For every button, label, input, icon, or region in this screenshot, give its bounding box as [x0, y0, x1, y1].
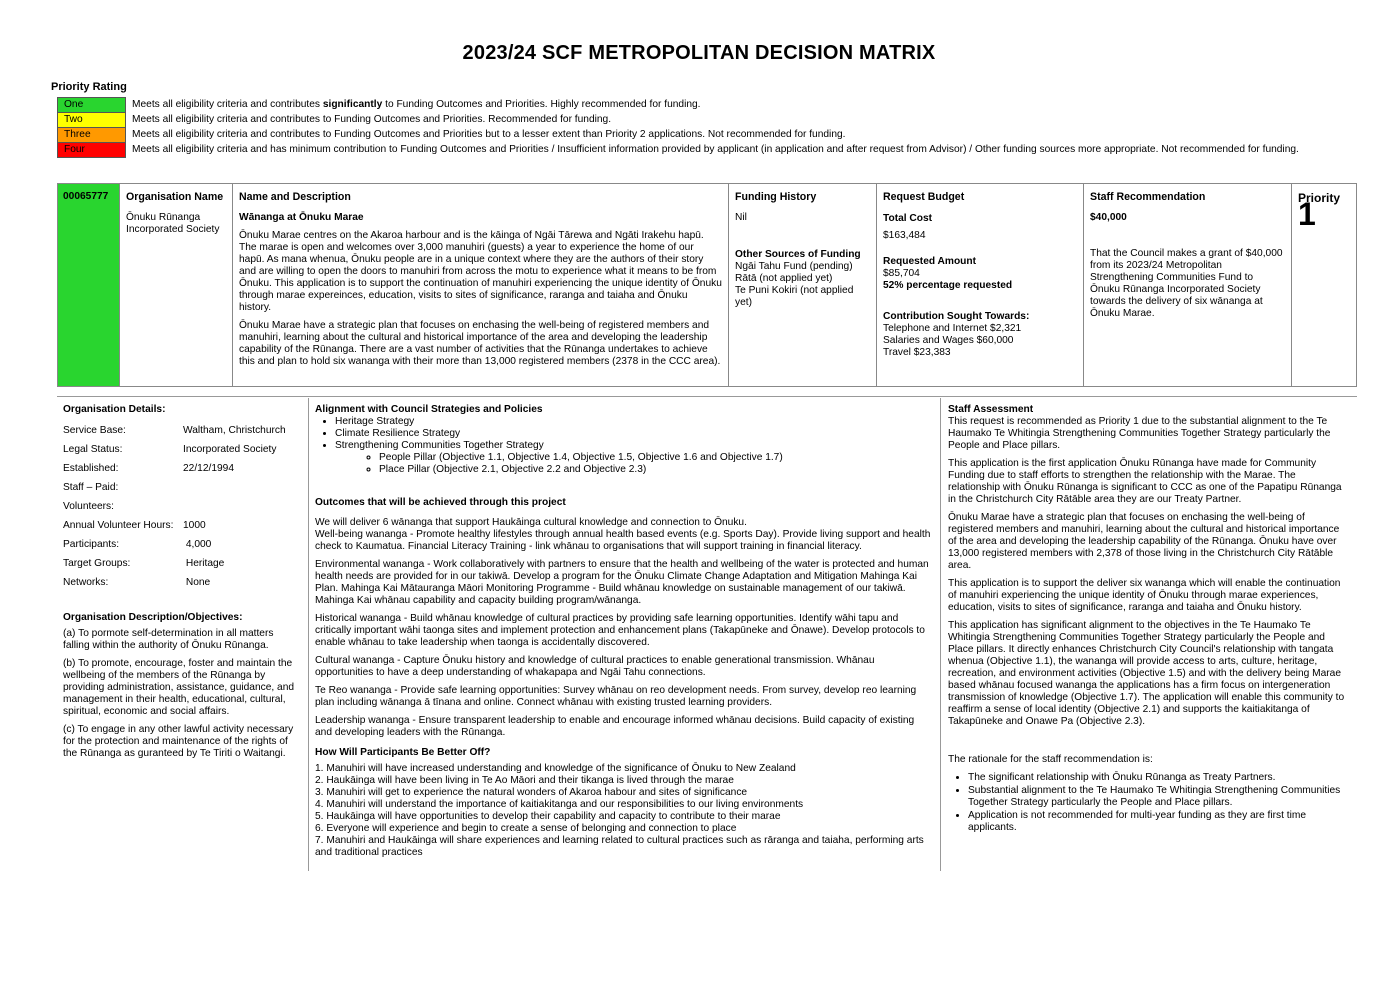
alignment-sub-item: ◦ People Pillar (Objective 1.1, Objective 1.4, Objective 1.5, Objective 1.6 and Objective 1.7) [379, 452, 933, 464]
organisation-details-panel [57, 398, 307, 772]
detail-key: Volunteers: [63, 501, 114, 512]
outcome-intro: We will deliver 6 wānanga that support Haukāinga cultural knowledge and connection to Ōnuku. [315, 517, 747, 528]
detail-key: Service Base: [63, 425, 126, 436]
detail-value [183, 501, 301, 520]
contribution-sought-label: Contribution Sought Towards: [883, 311, 1030, 322]
page-title: 2023/24 SCF METROPOLITAN DECISION MATRIX [462, 42, 936, 64]
outcomes-heading: Outcomes that will be achieved through this project [315, 497, 566, 508]
detail-key: Participants: [63, 539, 120, 550]
detail-row [63, 539, 301, 558]
alignment-panel [309, 398, 939, 865]
rationale-item: • Application is not recommended for multi-year funding as they are first time applicants. [968, 810, 1346, 834]
detail-key: Established: [63, 463, 119, 474]
priority-level-row [58, 113, 1357, 128]
better-off-item: 5. Haukāinga will have opportunities to develop their capability and capacity to contribute to their marae [315, 811, 781, 822]
other-source-item: Te Puni Kokiri (not applied yet) [735, 285, 854, 308]
outcome-item: Leadership wananga - Ensure transparent leadership to enable and encourage informed whānau decisions. Build capacity of existing and developing leaders with the Rūnanga. [315, 715, 915, 738]
application-record [57, 183, 1357, 387]
outcome-item: Environmental wananga - Work collaboratively with partners to ensure that the health and wellbeing of the water is protected and human health needs are provided for in our takiwā. Develop a program for the Ōnuku Climate Change Adaptation and Mitigation Mahinga Kai Plan. Mahinga Kai Mātauranga Māori Monitoring Programme - Build whānau knowledge on sustainable management of our takiwā. Mahinga Kai whānau capability and capacity building program/wānanga. [315, 559, 929, 606]
priority-level-label: Four [58, 143, 126, 158]
better-off-item: 3. Manuhiri will get to experience the natural wonders of Akaroa habour and sites of significance [315, 787, 748, 798]
description-text: to Funding Outcomes and Priorities. Highly recommended for funding. [382, 98, 701, 110]
total-cost-label: Total Cost [883, 213, 933, 224]
alignment-item: • Strengthening Communities Together Strategy [335, 440, 933, 452]
priority-level-description [126, 98, 1357, 113]
priority-cell [1292, 184, 1356, 386]
organisation-name: Ōnuku Rūnanga Incorporated Society [126, 212, 220, 235]
better-off-item: 1. Manuhiri will have increased understanding and knowledge of the significance of Ōnuku to New Zealand [315, 763, 796, 774]
outcome-item: Cultural wananga - Capture Ōnuku history and knowledge of cultural practices to enable generational transmission. Whānau opportunities to have a deep understanding of whakapapa and Ngāi Tahu connections. [315, 655, 875, 678]
detail-value [183, 482, 301, 501]
priority-header: Priority [1298, 191, 1341, 205]
funding-history-header: Funding History [735, 191, 817, 203]
contribution-item: Travel $23,383 [883, 347, 951, 358]
detail-key: Target Groups: [63, 558, 131, 569]
rationale-list [948, 772, 1346, 834]
project-name: Wānanga at Ōnuku Marae [239, 212, 364, 223]
detail-key: Annual Volunteer Hours: [63, 520, 174, 531]
alignment-heading: Alignment with Council Strategies and Policies [315, 404, 543, 415]
staff-assessment-heading: Staff Assessment [948, 404, 1034, 415]
priority-level-row [58, 143, 1357, 158]
detail-row [63, 463, 301, 482]
percentage-requested: 52% percentage requested [883, 280, 1013, 291]
contribution-item: Salaries and Wages $60,000 [883, 335, 1014, 346]
project-description-1: Ōnuku Marae centres on the Akaroa harbour and is the kāinga of Ngāi Tārewa and Ngāti Irakehu hapū. The marae is open and welcomes over 3,000 manuhiri (guests) a year to experience the home of our hapū. As mana whenua, Ōnuku people are in a unique context where they are the authors of their story and are willing to open the doors to manuhiri from across the motu to experience what it means to be from Ōnuku. This application is to support the continuation of manuhiri experiencing the unique identity of Ōnuku through marae expereinces, education, visits to sites of significance, raranga and taiaha and Ōnuku history. [239, 230, 722, 313]
other-sources-header: Other Sources of Funding [735, 249, 861, 260]
alignment-list [315, 416, 933, 452]
priority-value: 1 [1298, 196, 1316, 232]
objective-item: (c) To engage in any other lawful activity necessary for the protection and maintenance of the rights of the Rūnanga as guranteed by Te Tiriti o Waitangi. [63, 724, 294, 759]
request-budget-header: Request Budget [883, 191, 965, 203]
staff-recommendation-cell [1084, 184, 1292, 386]
alignment-sub-list [315, 452, 933, 476]
name-description-cell [233, 184, 729, 386]
assessment-paragraph: Ōnuku Marae have a strategic plan that focuses on enchasing the well-being of registered members and manuhiri, learning about the cultural and historical importance of the area and developing the leadership capability of the Rūnanga. Ōnuku have over 13,000 registered members with 2,378 of those living in the Christchurch City Rātāble area. [948, 512, 1340, 571]
staff-recommendation-header: Staff Recommendation [1090, 191, 1206, 203]
detail-value: 1000 [183, 520, 206, 531]
application-id: 00065777 [58, 184, 120, 386]
rationale-item: • Substantial alignment to the Te Haumako Te Whitingia Strengthening Communities Together Strategy particularly the People and Place pillars. [968, 785, 1346, 809]
better-off-item: 6. Everyone will experience and begin to create a sense of belonging and connection to place [315, 823, 737, 834]
detail-row [63, 425, 301, 444]
detail-value: Waltham, Christchurch [183, 425, 286, 436]
priority-level-label: Three [58, 128, 126, 143]
description-text: Meets all eligibility criteria and contributes to Funding Outcomes and Priorities. Recommended for funding. [132, 113, 612, 125]
priority-level-description [126, 128, 1357, 143]
priority-level-row [58, 128, 1357, 143]
better-off-item: 2. Haukāinga will have been living in Te Ao Māori and their tikanga is lived through the marae [315, 775, 734, 786]
priority-level-description [126, 113, 1357, 128]
contribution-item: Telephone and Internet $2,321 [883, 323, 1022, 334]
other-source-item: Rātā (not applied yet) [735, 273, 833, 284]
detail-row [63, 577, 301, 596]
detail-row [63, 501, 301, 520]
assessment-paragraph: This application is the first application Ōnuku Rūnanga have made for Community Funding due to staff efforts to strengthen the relationship with the Marae. The relationship with Ōnuku Rūnanga is significant to CCC as one of the Papatipu Rūnanga in the Christchurch City Rātāble area they are our Treaty Partner. [948, 458, 1342, 505]
rationale-item: • The significant relationship with Ōnuku Rūnanga as Treaty Partners. [968, 772, 1346, 784]
other-source-item: Ngāi Tahu Fund (pending) [735, 261, 853, 272]
detail-key: Legal Status: [63, 444, 123, 455]
priority-level-label: One [58, 98, 126, 113]
project-description-2: Ōnuku Marae have a strategic plan that focuses on enchasing the well-being of registered members and manuhiri, learning about the cultural and historical importance of the area and developing the leadership capability of the Rūnanga. There are a vast number of activities that the Rūnanga undertakes to achieve this and plan to hold six wananga with their more than 13,000 registered members (2378 in the CCC area). [239, 320, 721, 367]
better-off-item: 4. Manuhiri will understand the importance of kaitiakitanga and our responsibilities to our living environments [315, 799, 804, 810]
detail-key: Staff – Paid: [63, 482, 119, 493]
total-cost-value: $163,484 [883, 230, 926, 241]
alignment-item: • Climate Resilience Strategy [335, 428, 933, 440]
priority-level-label: Two [58, 113, 126, 128]
requested-amount-value: $85,704 [883, 268, 920, 279]
detail-row [63, 558, 301, 577]
outcome-item: Historical wananga - Build whānau knowledge of cultural practices by providing safe learning opportunities. Identify wāhi tapu and critically important wāhi taonga sites and implement protection and enhancement plans (Takapūneke and Ōnawe). Develop protocols to enable whānau to take leadership when taonga is accidentally discovered. [315, 613, 925, 648]
objective-item: (a) To pormote self-determination in all matters falling within the authority of Ōnuku Rūnanga. [63, 628, 274, 651]
detail-value: Heritage [183, 558, 225, 569]
better-off-item: 7. Manuhiri and Haukāinga will share experiences and learning related to cultural practices such as rāranga and taiaha, performing arts and traditional practices [315, 835, 924, 858]
priority-level-row [58, 98, 1357, 113]
alignment-sub-item: ◦ Place Pillar (Objective 2.1, Objective 2.2 and Objective 2.3) [379, 464, 933, 476]
detail-key: Networks: [63, 577, 109, 588]
staff-assessment-panel [941, 398, 1353, 841]
description-text: Meets all eligibility criteria and contributes to Funding Outcomes and Priorities but to a lesser extent than Priority 2 applications. Not recommended for funding. [132, 128, 846, 140]
detail-row [63, 482, 301, 501]
outcome-item: Well-being wananga - Promote healthy lifestyles through annual health based events (e.g. Sports Day). Provide living support and health check to Kaumatua. Financial Literacy Training - link whānau to organisations that will support training in financial literacy. [315, 529, 931, 552]
organisation-cell [120, 184, 233, 386]
assessment-paragraph: This application has significant alignment to the objectives in the Te Haumako Te Whitingia Strengthening Communities Together Strategy particularly the People and Place pillars. It directly enhances Christchurch City Council's relationship with tangata whenua (Objective 1.1), the wananga will provide access to arts, culture, heritage, recreation, and environment activities (Objective 1.5) and with the delivery being Marae based whānau focused wananga the applications has a firm focus on intergeneration transmission of knowledge (Objective 1.7). The application will enable this community to reaffirm a sense of local identity (Objective 2.1) and supports the kaitiakitanga of Takapūneke and Onawe Pa (Objective 2.3). [948, 620, 1345, 727]
organisation-details-heading: Organisation Details: [63, 404, 166, 415]
detail-value: Incorporated Society [183, 444, 277, 455]
description-emphasis: significantly [322, 98, 383, 110]
detail-value: 22/12/1994 [183, 463, 234, 474]
priority-rating-legend [57, 97, 1357, 158]
description-text: Meets all eligibility criteria and contributes [132, 98, 323, 110]
assessment-paragraph: This request is recommended as Priority 1 due to the substantial alignment to the Te Haumako Te Whitingia Strengthening Communities Together Strategy particularly the People and Place pillars. [948, 416, 1331, 451]
detail-row [63, 444, 301, 463]
detail-row [63, 520, 301, 539]
name-description-header: Name and Description [239, 191, 351, 203]
priority-level-description [126, 143, 1357, 158]
alignment-item: • Heritage Strategy [335, 416, 933, 428]
organisation-description-heading: Organisation Description/Objectives: [63, 612, 243, 623]
assessment-paragraph: This application is to support the deliver six wananga which will enable the continuation of manuhiri experiencing the unique identity of Ōnuku through marae experiences, education, visits to sites of significance, raranga and taiaha and Ōnuku history. [948, 578, 1341, 613]
staff-recommendation-amount: $40,000 [1090, 212, 1127, 223]
section-divider [57, 396, 1357, 397]
better-off-list [315, 763, 933, 859]
better-off-heading: How Will Participants Be Better Off? [315, 747, 491, 758]
objective-item: (b) To promote, encourage, foster and maintain the wellbeing of the members of the Rūnanga by providing administration, assistance, guidance, and management in their health, educational, cultural, spiritual, economic and social affairs. [63, 658, 295, 717]
detail-value: 4,000 [183, 539, 212, 550]
detail-value: None [183, 577, 211, 588]
priority-rating-heading: Priority Rating [51, 81, 127, 93]
requested-amount-label: Requested Amount [883, 256, 977, 267]
description-text: Meets all eligibility criteria and has minimum contribution to Funding Outcomes and Priorities / Insufficient information provided by applicant (in application and after request from Advisor) / Other funding sources more appropriate. Not recommended for funding. [132, 143, 1299, 155]
rationale-intro: The rationale for the staff recommendation is: [948, 754, 1153, 765]
outcome-item: Te Reo wananga - Provide safe learning opportunities: Survey whānau on reo development needs. From survey, develop reo learning plan including wānanga ā tīnana and online. Connect whānau with existing trusted learning providers. [315, 685, 917, 708]
funding-history-cell [729, 184, 877, 386]
organisation-name-header: Organisation Name [126, 191, 224, 203]
request-budget-cell [877, 184, 1084, 386]
staff-recommendation-text: That the Council makes a grant of $40,000 from its 2023/24 Metropolitan Strengthening Communities Fund to Ōnuku Rūnanga Incorporated Society towards the delivery of six wānanga at Ōnuku Marae. [1090, 248, 1283, 319]
funding-history-value: Nil [735, 212, 747, 223]
